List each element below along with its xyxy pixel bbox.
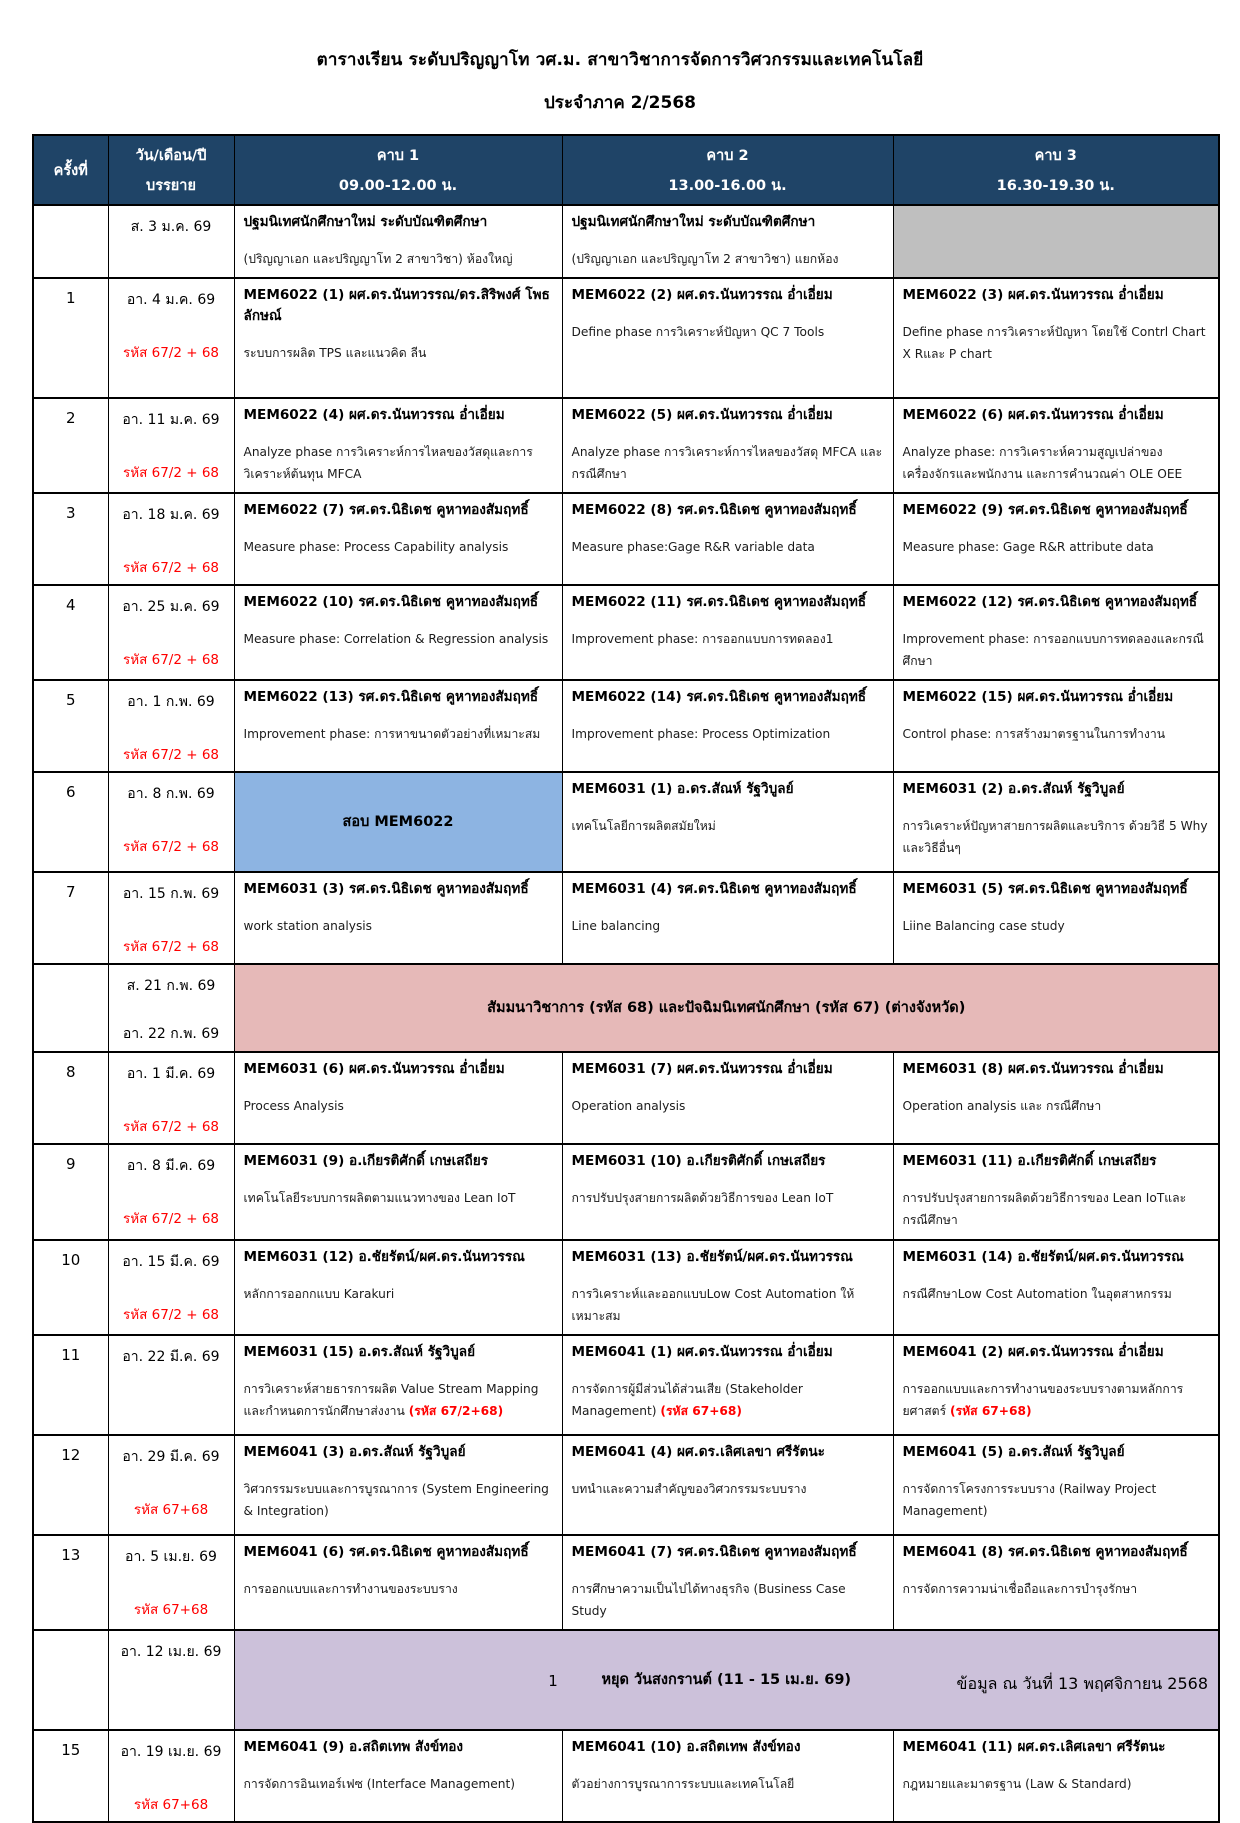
session-code: รหัส 67+68 — [133, 1501, 209, 1518]
course-topic — [244, 1774, 553, 1796]
course-topic — [244, 1479, 553, 1523]
course-topic-text: การศึกษาความเป็นไปได้ทางธุรกิจ (Business Case Study — [571, 1581, 846, 1618]
date-cell — [108, 964, 234, 1052]
class-cell — [893, 1144, 1219, 1240]
schedule-table — [32, 134, 1220, 1823]
class-cell — [893, 872, 1219, 964]
date-text: อา. 1 มี.ค. 69 — [126, 1065, 216, 1082]
course-title: MEM6022 (12) รศ.ดร.นิธิเดช คูหาทองสัมฤทธิ์ — [902, 593, 1198, 610]
date-cell — [108, 398, 234, 493]
page-number: 1 — [548, 1672, 558, 1690]
course-title: MEM6031 (15) อ.ดร.สัณห์ รัฐวิบูลย์ — [243, 1343, 476, 1360]
date-cell — [108, 1730, 234, 1822]
date-cell — [108, 493, 234, 585]
course-topic — [903, 1579, 1210, 1601]
class-cell — [562, 278, 893, 398]
session-number — [33, 872, 108, 964]
session-number — [33, 1240, 108, 1335]
class-cell — [562, 680, 893, 772]
course-title: MEM6031 (11) อ.เกียรติศักดิ์ เกษเสถียร — [902, 1152, 1157, 1169]
course-topic-text: Measure phase: Gage R&R attribute data — [902, 540, 1154, 555]
class-cell — [893, 772, 1219, 872]
course-topic-text: Process Analysis — [243, 1099, 344, 1114]
session-code: รหัส 67+68 — [133, 1601, 209, 1618]
course-title: MEM6041 (8) รศ.ดร.นิธิเดช คูหาทองสัมฤทธิ์ — [902, 1543, 1188, 1560]
date-text: อา. 12 เม.ย. 69 — [120, 1643, 222, 1660]
course-title: MEM6041 (10) อ.สถิตเทพ สังข์ทอง — [571, 1738, 801, 1755]
date-text: อา. 11 ม.ค. 69 — [122, 412, 220, 429]
session-code: รหัส 67/2 + 68 — [122, 559, 220, 576]
course-topic-text: การวิเคราะห์ปัญหาสายการผลิตและบริการ ด้วยวิธี 5 Why และวิธีอื่นๆ — [902, 819, 1208, 855]
course-topic — [244, 724, 553, 746]
class-cell — [893, 680, 1219, 772]
date-cell — [108, 1052, 234, 1144]
session-number — [33, 493, 108, 585]
course-topic — [572, 916, 884, 938]
course-topic — [903, 916, 1210, 938]
class-cell — [893, 398, 1219, 493]
course-title: MEM6041 (5) อ.ดร.สัณห์ รัฐวิบูลย์ — [902, 1443, 1125, 1460]
period-1-name: คาบ 1 — [376, 147, 420, 164]
course-title: MEM6022 (2) ผศ.ดร.นันทวรรณ อ่ำเอี่ยม — [571, 287, 833, 304]
date-cell — [108, 772, 234, 872]
course-topic-text: Control phase: การสร้างมาตรฐานในการทำงาน — [902, 727, 1166, 742]
course-topic — [244, 1096, 553, 1118]
session-number-text: 11 — [61, 1345, 81, 1364]
course-topic-text: ระบบการผลิต TPS และแนวคิด ลีน — [243, 346, 427, 361]
course-topic-text: กรณีศึกษาLow Cost Automation ในอุตสาหกรรม — [902, 1287, 1172, 1302]
course-topic — [903, 1379, 1210, 1423]
course-topic — [572, 442, 884, 486]
class-cell — [893, 1240, 1219, 1335]
course-topic-text: วิศวกรรมระบบและการบูรณาการ (System Engineering & Integration) — [243, 1481, 549, 1518]
exam-text: สอบ MEM6022 — [342, 814, 454, 831]
session-number-text: 2 — [65, 409, 76, 428]
session-code: รหัส 67/2 + 68 — [122, 1306, 220, 1323]
course-title: MEM6031 (4) รศ.ดร.นิธิเดช คูหาทองสัมฤทธิ์ — [571, 880, 857, 897]
date-cell — [108, 205, 234, 278]
table-row — [33, 1335, 1219, 1435]
class-cell — [893, 493, 1219, 585]
course-title: MEM6031 (13) อ.ชัยรัตน์/ผศ.ดร.นันทวรรณ — [571, 1248, 853, 1265]
table-row — [33, 1052, 1219, 1144]
table-row — [33, 1435, 1219, 1535]
data-note: ข้อมูล ณ วันที่ 13 พฤศจิกายน 2568 — [956, 1674, 1208, 1693]
class-cell — [562, 585, 893, 680]
session-number-text: 4 — [65, 595, 76, 614]
date-text: ส. 21 ก.พ. 69 — [126, 977, 216, 994]
course-topic-text: บทนำและความสำคัญของวิศวกรรมระบบราง — [571, 1481, 807, 1496]
table-row — [33, 1144, 1219, 1240]
session-number — [33, 1052, 108, 1144]
course-title: MEM6031 (10) อ.เกียรติศักดิ์ เกษเสถียร — [571, 1152, 826, 1169]
date-text: อา. 19 เม.ย. 69 — [120, 1743, 222, 1760]
course-topic — [244, 442, 553, 486]
course-topic-text: เทคโนโลยีระบบการผลิตตามแนวทางของ Lean IoT — [243, 1191, 516, 1206]
course-topic-text: ตัวอย่างการบูรณาการระบบและเทคโนโลยี — [571, 1776, 795, 1791]
course-title: MEM6022 (10) รศ.ดร.นิธิเดช คูหาทองสัมฤทธิ์ — [243, 593, 539, 610]
course-title: MEM6031 (8) ผศ.ดร.นันทวรรณ อ่ำเอี่ยม — [902, 1060, 1164, 1077]
session-number — [33, 1435, 108, 1535]
course-topic — [903, 442, 1210, 486]
date-text: ส. 3 ม.ค. 69 — [130, 219, 212, 235]
period-3-name: คาบ 3 — [1034, 147, 1077, 164]
course-topic-text: (ปริญญาเอก และปริญญาโท 2 สาขาวิชา) ห้องใหญ่ — [243, 252, 513, 267]
session-number-text: 1 — [65, 289, 76, 308]
class-cell — [562, 1535, 893, 1630]
course-title: MEM6031 (1) อ.ดร.สัณห์ รัฐวิบูลย์ — [571, 780, 794, 797]
course-title: MEM6041 (1) ผศ.ดร.นันทวรรณ อ่ำเอี่ยม — [571, 1343, 833, 1360]
course-topic-text: Improvement phase: การออกแบบการทดลองและกรณีศึกษา — [902, 632, 1204, 668]
date-cell — [108, 680, 234, 772]
course-topic — [572, 1579, 884, 1623]
class-cell — [893, 1435, 1219, 1535]
course-title: MEM6022 (9) รศ.ดร.นิธิเดช คูหาทองสัมฤทธิ์ — [902, 501, 1188, 518]
course-topic — [572, 322, 884, 344]
session-number-text: 9 — [65, 1154, 76, 1173]
date-text: อา. 8 มี.ค. 69 — [126, 1157, 216, 1174]
class-cell — [562, 1240, 893, 1335]
course-topic-text: Define phase การวิเคราะห์ปัญหา โดยใช้ Contrl Chart X Rและ P chart — [902, 325, 1206, 362]
table-row — [33, 585, 1219, 680]
class-cell — [562, 1335, 893, 1435]
class-cell — [234, 1535, 562, 1630]
session-code: รหัส 67/2 + 68 — [122, 1118, 220, 1135]
course-topic-text: Line balancing — [571, 919, 661, 934]
session-code: รหัส 67/2 + 68 — [122, 746, 220, 763]
date-text: อา. 18 ม.ค. 69 — [122, 506, 220, 523]
course-title: MEM6022 (7) รศ.ดร.นิธิเดช คูหาทองสัมฤทธิ์ — [243, 501, 529, 518]
class-cell — [562, 1435, 893, 1535]
course-topic-text: Measure phase: Process Capability analysis — [243, 540, 509, 555]
course-title: ปฐมนิเทศนักศึกษาใหม่ ระดับบัณฑิตศึกษา — [243, 214, 488, 230]
banner-text: หยุด วันสงกรานต์ (11 - 15 เม.ย. 69) — [601, 1672, 852, 1689]
course-topic-text: เทคโนโลยีการผลิตสมัยใหม่ — [571, 819, 716, 834]
course-topic-text: กฎหมายและมาตรฐาน (Law & Standard) — [902, 1776, 1132, 1791]
session-number-text: 5 — [65, 690, 76, 709]
class-cell — [893, 585, 1219, 680]
course-title: MEM6031 (7) ผศ.ดร.นันทวรรณ อ่ำเอี่ยม — [571, 1060, 833, 1077]
exam-cell — [234, 772, 562, 872]
session-number — [33, 964, 108, 1052]
session-number — [33, 1730, 108, 1822]
course-topic-text: Liine Balancing case study — [902, 919, 1065, 934]
date-text: อา. 29 มี.ค. 69 — [122, 1448, 220, 1465]
course-topic-text: การออกแบบและการทำงานของระบบราง — [243, 1581, 458, 1596]
session-code: รหัส 67/2 + 68 — [122, 1210, 220, 1227]
session-number-text: 7 — [65, 882, 76, 901]
table-row — [33, 872, 1219, 964]
course-title: MEM6022 (6) ผศ.ดร.นันทวรรณ อ่ำเอี่ยม — [902, 407, 1164, 424]
course-title: MEM6022 (3) ผศ.ดร.นันทวรรณ อ่ำเอี่ยม — [902, 287, 1164, 304]
course-topic — [572, 537, 884, 559]
class-cell — [234, 585, 562, 680]
course-topic — [903, 816, 1210, 860]
class-cell — [562, 1144, 893, 1240]
session-number-text: 3 — [65, 503, 76, 522]
course-title: MEM6031 (3) รศ.ดร.นิธิเดช คูหาทองสัมฤทธิ์ — [243, 880, 529, 897]
class-cell — [562, 493, 893, 585]
course-topic — [572, 1479, 884, 1501]
class-cell — [234, 872, 562, 964]
course-title: MEM6041 (4) ผศ.ดร.เลิศเลขา ศรีรัตนะ — [571, 1443, 825, 1460]
banner-text: สัมมนาวิชาการ (รหัส 68) และปัจฉิมนิเทศนักศึกษา (รหัส 67) (ต่างจังหวัด) — [487, 1000, 966, 1017]
course-topic — [572, 629, 884, 651]
date-text: อา. 1 ก.พ. 69 — [127, 693, 215, 710]
course-topic-text: การจัดการผู้มีส่วนได้ส่วนเสีย (Stakeholder Management) — [571, 1381, 803, 1418]
page-footer — [0, 1672, 1240, 1702]
session-number — [33, 398, 108, 493]
course-title: MEM6041 (7) รศ.ดร.นิธิเดช คูหาทองสัมฤทธิ์ — [571, 1543, 857, 1560]
class-cell — [562, 772, 893, 872]
session-number-text: 8 — [65, 1062, 76, 1081]
class-cell — [893, 1052, 1219, 1144]
course-topic — [244, 537, 553, 559]
course-topic — [903, 1479, 1210, 1523]
course-topic — [903, 322, 1210, 366]
course-title: MEM6041 (6) รศ.ดร.นิธิเดช คูหาทองสัมฤทธิ์ — [243, 1543, 529, 1560]
course-code-tag: (รหัส 67/2+68) — [408, 1403, 504, 1418]
course-topic — [572, 249, 884, 271]
header-row — [33, 135, 1219, 205]
date-cell — [108, 278, 234, 398]
course-title: MEM6031 (2) อ.ดร.สัณห์ รัฐวิบูลย์ — [902, 780, 1125, 797]
course-title: MEM6041 (9) อ.สถิตเทพ สังข์ทอง — [243, 1738, 463, 1755]
course-title: MEM6022 (5) ผศ.ดร.นันทวรรณ อ่ำเอี่ยม — [571, 407, 833, 424]
course-topic-text: Improvement phase: การออกแบบการทดลอง1 — [571, 632, 834, 647]
course-topic — [572, 1774, 884, 1796]
session-number — [33, 278, 108, 398]
header-period-2 — [562, 135, 893, 205]
class-cell — [234, 1335, 562, 1435]
course-title: MEM6031 (12) อ.ชัยรัตน์/ผศ.ดร.นันทวรรณ — [243, 1248, 525, 1265]
class-cell — [893, 1335, 1219, 1435]
table-row — [33, 680, 1219, 772]
course-topic-text: การจัดการโครงการระบบราง (Railway Project Management) — [902, 1481, 1157, 1518]
class-cell — [562, 398, 893, 493]
course-topic — [244, 343, 553, 365]
session-number — [33, 585, 108, 680]
course-topic-text: การจัดการความน่าเชื่อถือและการบำรุงรักษา — [902, 1581, 1138, 1596]
course-topic — [244, 1579, 553, 1601]
page-subtitle: ประจำภาค 2/2568 — [544, 93, 696, 113]
course-code-tag: (รหัส 67+68) — [660, 1403, 742, 1418]
session-number — [33, 205, 108, 278]
date-cell — [108, 1335, 234, 1435]
course-title: MEM6022 (11) รศ.ดร.นิธิเดช คูหาทองสัมฤทธิ์ — [571, 593, 867, 610]
course-topic — [572, 1284, 884, 1328]
course-title: MEM6041 (11) ผศ.ดร.เลิศเลขา ศรีรัตนะ — [902, 1738, 1166, 1755]
course-topic — [244, 629, 553, 651]
class-cell — [234, 1240, 562, 1335]
date-cell — [108, 1144, 234, 1240]
class-cell — [562, 872, 893, 964]
date-text: อา. 22 ก.พ. 69 — [122, 1025, 220, 1042]
course-title: ปฐมนิเทศนักศึกษาใหม่ ระดับบัณฑิตศึกษา — [571, 214, 816, 230]
session-code: รหัส 67/2 + 68 — [122, 838, 220, 855]
table-row — [33, 1730, 1219, 1822]
course-topic-text: Analyze phase การวิเคราะห์การไหลของวัสดุ MFCA และกรณีศึกษา — [571, 445, 883, 482]
course-topic — [572, 816, 884, 838]
session-code: รหัส 67+68 — [133, 1796, 209, 1813]
course-title: MEM6022 (4) ผศ.ดร.นันทวรรณ อ่ำเอี่ยม — [243, 407, 505, 424]
course-topic — [244, 1188, 553, 1210]
table-row — [33, 205, 1219, 278]
course-topic — [572, 1096, 884, 1118]
date-cell — [108, 585, 234, 680]
course-title: MEM6022 (15) ผศ.ดร.นันทวรรณ อ่ำเอี่ยม — [902, 688, 1174, 705]
date-text: อา. 4 ม.ค. 69 — [126, 292, 216, 309]
course-topic — [572, 724, 884, 746]
date-cell — [108, 872, 234, 964]
session-number-text: 10 — [61, 1250, 81, 1269]
course-topic — [244, 916, 553, 938]
session-number-text: 13 — [61, 1545, 81, 1564]
course-topic — [903, 629, 1210, 673]
course-topic-text: Operation analysis และ กรณีศึกษา — [902, 1099, 1102, 1114]
session-code: รหัส 67/2 + 68 — [122, 938, 220, 955]
header-period-3 — [893, 135, 1219, 205]
course-topic-text: การจัดการอินเทอร์เฟซ (Interface Management) — [243, 1776, 515, 1791]
date-text: อา. 15 ก.พ. 69 — [122, 885, 220, 902]
course-topic — [572, 1188, 884, 1210]
date-text: อา. 25 ม.ค. 69 — [122, 598, 220, 615]
course-topic-text: การออกแบบและการทำงานของระบบรางตามหลักการยศาสตร์ — [902, 1381, 1184, 1418]
session-number — [33, 1144, 108, 1240]
class-cell — [234, 680, 562, 772]
session-code: รหัส 67/2 + 68 — [122, 651, 220, 668]
course-topic-text: Improvement phase: การหาขนาดตัวอย่างที่เหมาะสม — [243, 727, 541, 742]
header-session-col — [33, 135, 108, 205]
course-topic-text: Measure phase:Gage R&R variable data — [571, 540, 815, 555]
table-row — [33, 1535, 1219, 1630]
class-cell — [234, 1052, 562, 1144]
class-cell — [893, 1730, 1219, 1822]
course-topic — [903, 724, 1210, 746]
class-cell — [893, 278, 1219, 398]
session-number — [33, 772, 108, 872]
course-topic-text: Improvement phase: Process Optimization — [571, 727, 831, 742]
class-cell — [234, 493, 562, 585]
period-1-time: 09.00-12.00 น. — [338, 177, 458, 194]
session-number — [33, 680, 108, 772]
header-period-1 — [234, 135, 562, 205]
session-number-text: 6 — [65, 782, 76, 801]
class-cell — [562, 205, 893, 278]
course-topic-text: หลักการออกกแบบ Karakuri — [243, 1287, 395, 1302]
seminar-banner — [234, 964, 1219, 1052]
table-row — [33, 398, 1219, 493]
session-number — [33, 1335, 108, 1435]
course-topic-text: Analyze phase: การวิเคราะห์ความสูญเปล่าของเครื่องจักรและพนักงาน และการคำนวณค่า OLE OEE — [902, 445, 1183, 482]
date-text: อา. 8 ก.พ. 69 — [127, 785, 215, 802]
class-cell — [234, 1435, 562, 1535]
empty-cell — [893, 205, 1219, 278]
course-title: MEM6031 (5) รศ.ดร.นิธิเดช คูหาทองสัมฤทธิ์ — [902, 880, 1188, 897]
course-topic — [903, 1284, 1210, 1306]
table-row — [33, 772, 1219, 872]
date-cell — [108, 1535, 234, 1630]
course-title: MEM6031 (6) ผศ.ดร.นันทวรรณ อ่ำเอี่ยม — [243, 1060, 505, 1077]
date-cell — [108, 1240, 234, 1335]
course-topic-text: (ปริญญาเอก และปริญญาโท 2 สาขาวิชา) แยกห้อง — [571, 252, 839, 267]
session-number-text: 15 — [61, 1740, 81, 1759]
course-topic-text: การปรับปรุงสายการผลิตด้วยวิธีการของ Lean IoT — [571, 1191, 834, 1206]
course-topic — [903, 537, 1210, 559]
course-topic — [244, 249, 553, 271]
period-3-time: 16.30-19.30 น. — [996, 177, 1115, 194]
period-2-name: คาบ 2 — [706, 147, 749, 164]
course-topic-text: Operation analysis — [571, 1099, 686, 1114]
course-topic — [903, 1188, 1210, 1232]
course-title: MEM6031 (9) อ.เกียรติศักดิ์ เกษเสถียร — [243, 1152, 489, 1169]
session-code: รหัส 67/2 + 68 — [122, 465, 220, 482]
class-cell — [234, 1730, 562, 1822]
course-title: MEM6022 (13) รศ.ดร.นิธิเดช คูหาทองสัมฤทธิ์ — [243, 688, 539, 705]
table-row — [33, 1240, 1219, 1335]
course-topic-text: Measure phase: Correlation & Regression analysis — [243, 632, 549, 647]
course-topic — [244, 1379, 553, 1423]
course-topic-text: Analyze phase การวิเคราะห์การไหลของวัสดุและการวิเคราะห์ต้นทุน MFCA — [243, 445, 533, 482]
class-cell — [234, 205, 562, 278]
course-title: MEM6022 (1) ผศ.ดร.นันทวรรณ/ดร.สิริพงศ์ โพธลักษณ์ — [243, 287, 550, 325]
session-code: รหัส 67/2 + 68 — [122, 345, 220, 362]
course-topic-text: work station analysis — [243, 919, 373, 934]
course-topic — [903, 1096, 1210, 1118]
course-topic — [903, 1774, 1210, 1796]
course-code-tag: (รหัส 67+68) — [950, 1403, 1032, 1418]
date-text: อา. 5 เม.ย. 69 — [125, 1548, 217, 1565]
table-row — [33, 278, 1219, 398]
header-date-col — [108, 135, 234, 205]
class-cell — [562, 1052, 893, 1144]
table-row — [33, 964, 1219, 1052]
date-text: อา. 22 มี.ค. 69 — [122, 1348, 220, 1365]
course-topic-text: Define phase การวิเคราะห์ปัญหา QC 7 Tools — [571, 325, 825, 340]
course-title: MEM6022 (14) รศ.ดร.นิธิเดช คูหาทองสัมฤทธิ์ — [571, 688, 867, 705]
course-title: MEM6041 (2) ผศ.ดร.นันทวรรณ อ่ำเอี่ยม — [902, 1343, 1164, 1360]
period-2-time: 13.00-16.00 น. — [668, 177, 787, 194]
course-topic — [244, 1284, 553, 1306]
header-date-label: วัน/เดือน/ปี — [135, 147, 207, 164]
page-title: ตารางเรียน ระดับปริญญาโท วศ.ม. สาขาวิชาการจัดการวิศวกรรมและเทคโนโลยี — [316, 50, 924, 70]
session-number — [33, 1535, 108, 1630]
class-cell — [234, 398, 562, 493]
class-cell — [234, 278, 562, 398]
schedule-table-body — [33, 205, 1219, 1822]
header-date-sublabel: บรรยาย — [146, 177, 196, 194]
course-topic — [572, 1379, 884, 1423]
class-cell — [893, 1535, 1219, 1630]
course-title: MEM6031 (14) อ.ชัยรัตน์/ผศ.ดร.นันทวรรณ — [902, 1248, 1184, 1265]
class-cell — [234, 1144, 562, 1240]
course-topic-text: การวิเคราะห์สายธารการผลิต Value Stream Mapping และกำหนดการนักศึกษาส่งงาน — [243, 1381, 539, 1418]
course-title: MEM6041 (3) อ.ดร.สัณห์ รัฐวิบูลย์ — [243, 1443, 466, 1460]
date-text: อา. 15 มี.ค. 69 — [122, 1253, 220, 1270]
session-number-text: 12 — [61, 1445, 81, 1464]
course-title: MEM6022 (8) รศ.ดร.นิธิเดช คูหาทองสัมฤทธิ์ — [571, 501, 857, 518]
course-topic-text: การปรับปรุงสายการผลิตด้วยวิธีการของ Lean IoTและกรณีศึกษา — [902, 1191, 1187, 1227]
course-topic-text: การวิเคราะห์และออกแบบLow Cost Automation ให้เหมาะสม — [571, 1287, 855, 1323]
table-row — [33, 493, 1219, 585]
class-cell — [562, 1730, 893, 1822]
date-cell — [108, 1435, 234, 1535]
header-session-label: ครั้งที่ — [53, 162, 88, 179]
